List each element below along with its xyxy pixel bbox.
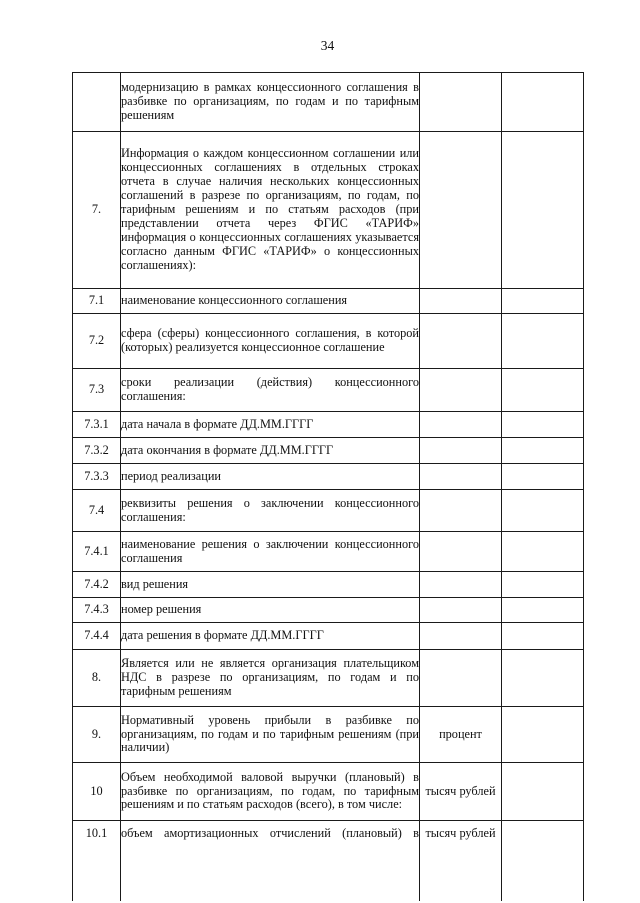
row-value: [502, 572, 584, 598]
row-number: 9.: [73, 707, 121, 763]
row-number: 7.4.3: [73, 598, 121, 623]
table-row: [73, 412, 584, 438]
row-number: 10.1: [73, 821, 121, 901]
row-description: модернизацию в рамках концессионного соглашения в разбивке по организациям, по годам и по тарифным решениям: [121, 73, 420, 132]
table-row: [73, 572, 584, 598]
row-unit: [420, 73, 502, 132]
row-description: дата начала в формате ДД.ММ.ГГГГ: [121, 412, 420, 438]
table-row: [73, 532, 584, 572]
row-value: [502, 623, 584, 650]
row-value: [502, 763, 584, 821]
table-row: [73, 314, 584, 369]
row-number: 7.2: [73, 314, 121, 369]
table-row: [73, 598, 584, 623]
row-unit: [420, 412, 502, 438]
row-value: [502, 73, 584, 132]
table-row: [73, 763, 584, 821]
row-unit: [420, 438, 502, 464]
row-unit: [420, 289, 502, 314]
row-value: [502, 314, 584, 369]
table-row: [73, 490, 584, 532]
row-value: [502, 650, 584, 707]
row-value: [502, 532, 584, 572]
row-value: [502, 598, 584, 623]
row-description: сроки реализации (действия) концессионного соглашения:: [121, 369, 420, 412]
row-description: вид решения: [121, 572, 420, 598]
row-unit: тысяч рублей: [420, 763, 502, 821]
row-description: Объем необходимой валовой выручки (плановый) в разбивке по организациям, по годам, по тарифным решениям и по статьям расходов (всего), в том числе:: [121, 763, 420, 821]
row-number: 7.4: [73, 490, 121, 532]
row-unit: [420, 490, 502, 532]
table-row: [73, 707, 584, 763]
row-description: период реализации: [121, 464, 420, 490]
table-row: [73, 369, 584, 412]
row-number: 7.: [73, 132, 121, 289]
row-number: 7.4.1: [73, 532, 121, 572]
row-value: [502, 412, 584, 438]
table-row: [73, 464, 584, 490]
table-row: [73, 650, 584, 707]
row-unit: [420, 464, 502, 490]
table-row: [73, 438, 584, 464]
row-unit: [420, 314, 502, 369]
row-description: дата окончания в формате ДД.ММ.ГГГГ: [121, 438, 420, 464]
row-unit: [420, 598, 502, 623]
row-number: 7.4.4: [73, 623, 121, 650]
table-row: [73, 623, 584, 650]
row-number: 7.4.2: [73, 572, 121, 598]
row-description: номер решения: [121, 598, 420, 623]
row-unit: процент: [420, 707, 502, 763]
row-description: реквизиты решения о заключении концессионного соглашения:: [121, 490, 420, 532]
row-description: Нормативный уровень прибыли в разбивке по организациям, по годам и по тарифным решениям (при наличии): [121, 707, 420, 763]
row-description: Информация о каждом концессионном соглашении или концессионных соглашениях в отдельных строках отчета в случае наличия нескольких концессионных соглашений в разрезе по организациям, по годам, по тарифным решениям и по статьям расходов (при представлении отчета через ФГИС «ТАРИФ» информация о концессионных соглашениях указывается согласно данным ФГИС «ТАРИФ» о концессионных соглашениях):: [121, 132, 420, 289]
row-value: [502, 464, 584, 490]
table-row: [73, 289, 584, 314]
row-unit: [420, 132, 502, 289]
row-value: [502, 132, 584, 289]
row-description: объем амортизационных отчислений (плановый) в: [121, 821, 420, 901]
row-number: 7.3.2: [73, 438, 121, 464]
row-number: 7.1: [73, 289, 121, 314]
row-value: [502, 490, 584, 532]
table-row: [73, 821, 584, 901]
row-value: [502, 438, 584, 464]
table-row: [73, 132, 584, 289]
row-value: [502, 289, 584, 314]
row-number: 7.3: [73, 369, 121, 412]
row-unit: [420, 369, 502, 412]
row-description: наименование концессионного соглашения: [121, 289, 420, 314]
row-value: [502, 369, 584, 412]
row-description: сфера (сферы) концессионного соглашения, в которой (которых) реализуется концессионное соглашение: [121, 314, 420, 369]
table-row: [73, 73, 584, 132]
row-number: 8.: [73, 650, 121, 707]
page-number: 34: [320, 38, 335, 53]
row-value: [502, 821, 584, 901]
row-value: [502, 707, 584, 763]
row-description: наименование решения о заключении концессионного соглашения: [121, 532, 420, 572]
row-description: дата решения в формате ДД.ММ.ГГГГ: [121, 623, 420, 650]
report-table: [72, 72, 584, 901]
row-unit: [420, 572, 502, 598]
row-unit: [420, 650, 502, 707]
row-number: 10: [73, 763, 121, 821]
row-unit: [420, 532, 502, 572]
row-description: Является или не является организация плательщиком НДС в разрезе по организациям, по годам и по тарифным решениям: [121, 650, 420, 707]
row-unit: [420, 623, 502, 650]
row-number: [73, 73, 121, 132]
row-number: 7.3.1: [73, 412, 121, 438]
row-number: 7.3.3: [73, 464, 121, 490]
row-unit: тысяч рублей: [420, 821, 502, 901]
